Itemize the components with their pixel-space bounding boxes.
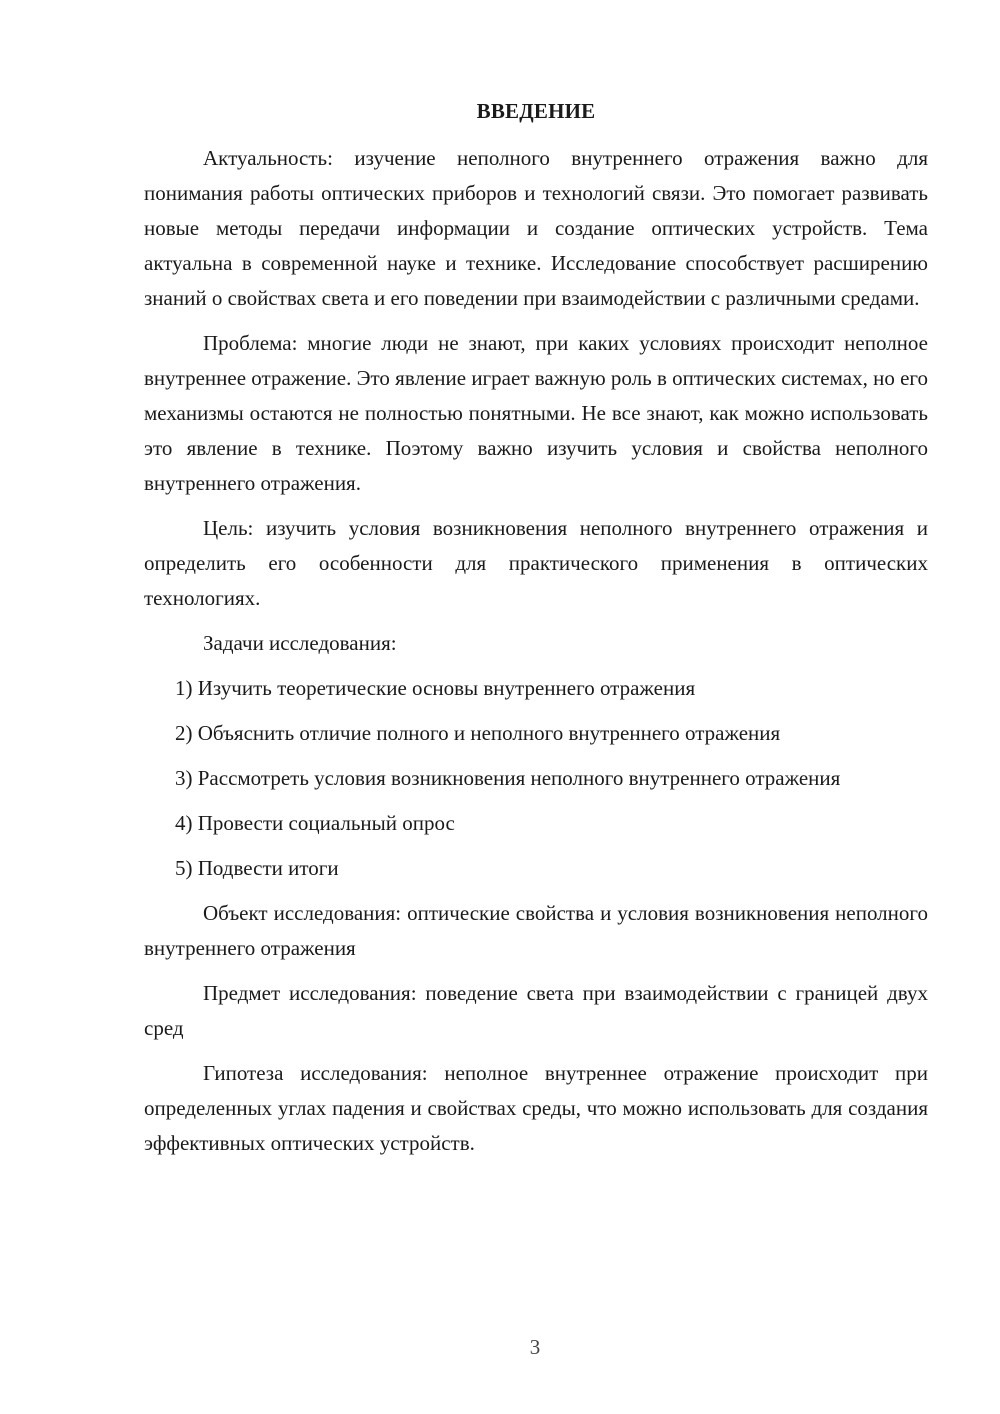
section-title: ВВЕДЕНИЕ bbox=[476, 99, 596, 123]
subject-paragraph: Предмет исследования: поведение света при взаимодействии с границей двух сред bbox=[144, 981, 928, 1040]
task-item-1: 1) Изучить теоретические основы внутреннего отражения bbox=[175, 676, 696, 700]
task-item-4: 4) Провести социальный опрос bbox=[175, 811, 455, 835]
task-item-2: 2) Объяснить отличие полного и неполного внутреннего отражения bbox=[175, 721, 781, 745]
hypothesis-paragraph: Гипотеза исследования: неполное внутреннее отражение происходит при определенных углах падения и свойствах среды, что можно использовать для создания эффективных оптических устройств. bbox=[144, 1061, 928, 1155]
page-content bbox=[144, 94, 928, 1171]
object-paragraph: Объект исследования: оптические свойства и условия возникновения неполного внутреннего отражения bbox=[144, 901, 928, 960]
relevance-paragraph: Актуальность: изучение неполного внутреннего отражения важно для понимания работы оптических приборов и технологий связи. Это помогает развивать новые методы передачи информации и создание оптических устройств. Тема актуальна в современной науке и технике. Исследование способствует расширению знаний о свойствах света и его поведении при взаимодействии с различными средами. bbox=[144, 146, 928, 310]
goal-paragraph: Цель: изучить условия возникновения неполного внутреннего отражения и определить его особенности для практического применения в оптических технологиях. bbox=[144, 516, 928, 610]
task-item-5: 5) Подвести итоги bbox=[175, 856, 339, 880]
page-number: 3 bbox=[529, 1335, 541, 1359]
problem-paragraph: Проблема: многие люди не знают, при каких условиях происходит неполное внутреннее отражение. Это явление играет важную роль в оптических системах, но его механизмы остаются не полностью понятными. Не все знают, как можно использовать это явление в технике. Поэтому важно изучить условия и свойства неполного внутреннего отражения. bbox=[144, 331, 928, 495]
task-item-3: 3) Рассмотреть условия возникновения неполного внутреннего отражения bbox=[175, 766, 841, 790]
tasks-heading: Задачи исследования: bbox=[203, 631, 397, 655]
